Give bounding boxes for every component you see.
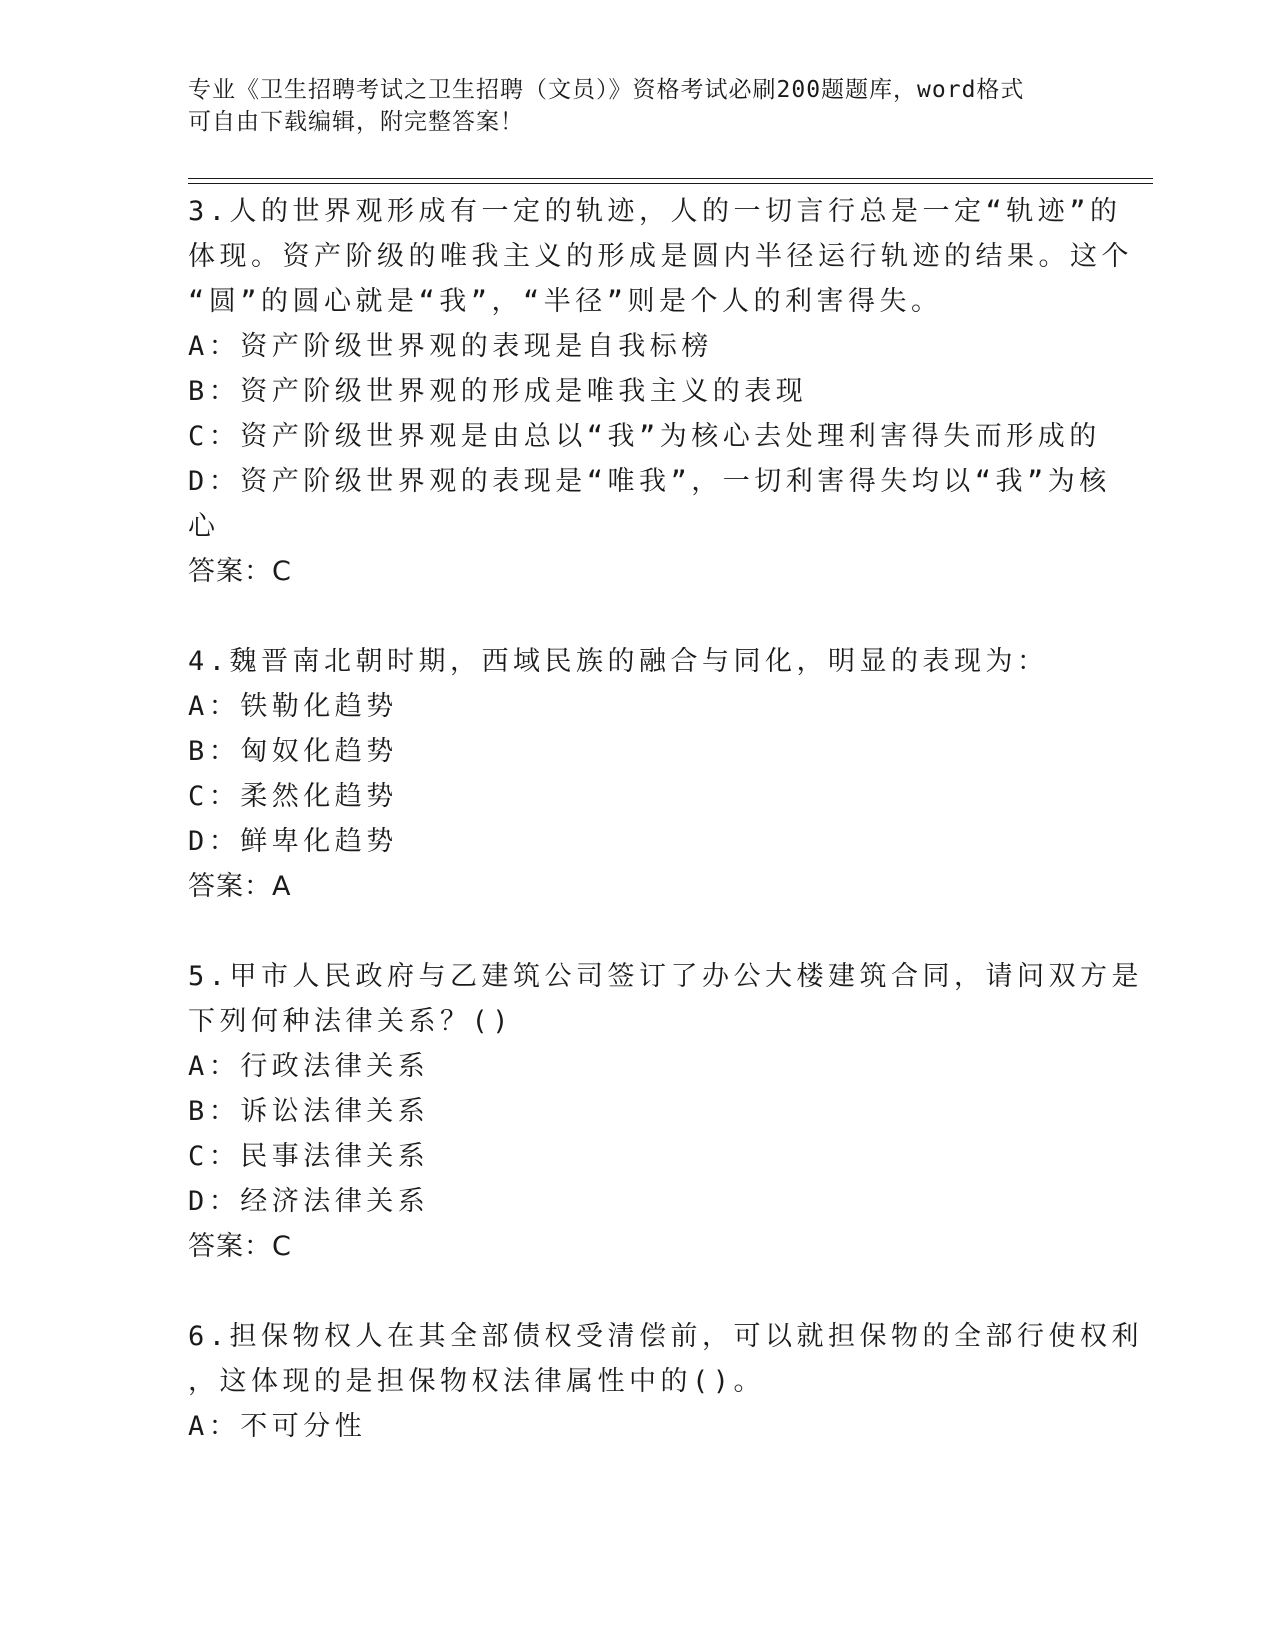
question-text-line: 5.甲市人民政府与乙建筑公司签订了办公大楼建筑合同，请问双方是 (188, 961, 1144, 992)
option-d: D：鲜卑化趋势 (188, 826, 398, 857)
option-a: A：不可分性 (188, 1411, 367, 1442)
question-5 (188, 954, 1144, 1269)
answer-label: 答案：C (188, 556, 292, 587)
question-text-line: 体现。资产阶级的唯我主义的形成是圆内半径运行轨迹的结果。这个 (188, 241, 1133, 272)
question-text-line: “圆”的圆心就是“我”，“半径”则是个人的利害得失。 (188, 286, 943, 317)
question-3 (188, 189, 1133, 594)
header-divider-bottom (188, 183, 1153, 184)
question-list (188, 189, 1144, 1449)
option-a: A：资产阶级世界观的表现是自我标榜 (188, 331, 713, 362)
question-spacer (188, 1269, 1088, 1314)
option-d: D：资产阶级世界观的表现是“唯我”，一切利害得失均以“我”为核 (188, 466, 1111, 497)
question-spacer (188, 909, 1088, 954)
option-d-continued: 心 (188, 511, 220, 542)
option-b: B：匈奴化趋势 (188, 736, 398, 767)
question-text-line: 3.人的世界观形成有一定的轨迹，人的一切言行总是一定“轨迹”的 (188, 196, 1122, 227)
option-c: C：资产阶级世界观是由总以“我”为核心去处理利害得失而形成的 (188, 421, 1101, 452)
option-a: A：铁勒化趋势 (188, 691, 398, 722)
question-6 (188, 1314, 1144, 1449)
question-spacer (188, 594, 1088, 639)
question-text-line: ，这体现的是担保物权法律属性中的()。 (188, 1366, 766, 1397)
question-4 (188, 639, 1088, 909)
answer-label: 答案：A (188, 871, 292, 902)
header-title-line-1: 专业《卫生招聘考试之卫生招聘（文员）》资格考试必刷200题题库，word格式 (188, 77, 1025, 103)
option-d: D：经济法律关系 (188, 1186, 430, 1217)
option-b: B：诉讼法律关系 (188, 1096, 430, 1127)
option-a: A：行政法律关系 (188, 1051, 430, 1082)
header-title-line-2: 可自由下载编辑，附完整答案！ (188, 109, 524, 135)
question-text-line: 下列何种法律关系？() (188, 1006, 514, 1037)
header-divider-top (188, 178, 1153, 179)
option-c: C：民事法律关系 (188, 1141, 430, 1172)
question-text-line: 6.担保物权人在其全部债权受清偿前，可以就担保物的全部行使权利 (188, 1321, 1144, 1352)
document-header (188, 74, 1068, 138)
answer-label: 答案：C (188, 1231, 292, 1262)
option-b: B：资产阶级世界观的形成是唯我主义的表现 (188, 376, 808, 407)
question-text-line: 4.魏晋南北朝时期，西域民族的融合与同化，明显的表现为： (188, 646, 1049, 677)
option-c: C：柔然化趋势 (188, 781, 398, 812)
